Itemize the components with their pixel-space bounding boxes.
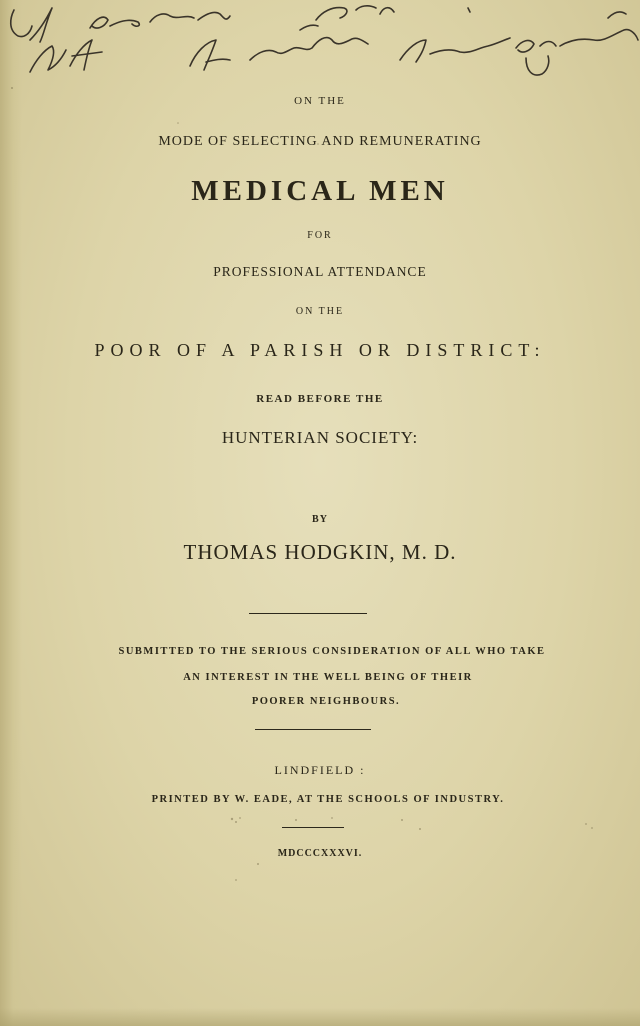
heading-on-the: ON THE: [294, 95, 346, 107]
printer-line: PRINTED BY W. EADE, AT THE SCHOOLS OF INDUSTRY.: [151, 794, 505, 805]
author-name: THOMAS HODGKIN, M. D.: [183, 540, 457, 564]
heading-mode: MODE OF SELECTING AND REMUNERATING: [158, 134, 482, 149]
submitted-line-3: POORER NEIGHBOURS.: [251, 696, 401, 707]
word-for: FOR: [307, 230, 333, 241]
heading-on-the-2: ON THE: [295, 306, 345, 317]
society-name: HUNTERIAN SOCIETY:: [221, 428, 419, 447]
submitted-line-1: SUBMITTED TO THE SERIOUS CONSIDERATION OF ALL WHO TAKE: [118, 646, 546, 657]
year-roman: MDCCCXXXVI.: [277, 848, 363, 859]
submitted-line-2: AN INTEREST IN THE WELL BEING OF THEIR: [183, 672, 473, 683]
page-title: MEDICAL MEN: [191, 175, 449, 207]
heading-poor: POOR OF A PARISH OR DISTRICT:: [94, 340, 546, 360]
read-before: READ BEFORE THE: [256, 393, 384, 405]
place-of-printing: LINDFIELD :: [274, 763, 366, 777]
heading-professional: PROFESSIONAL ATTENDANCE: [213, 264, 427, 279]
word-by: BY: [312, 514, 328, 525]
